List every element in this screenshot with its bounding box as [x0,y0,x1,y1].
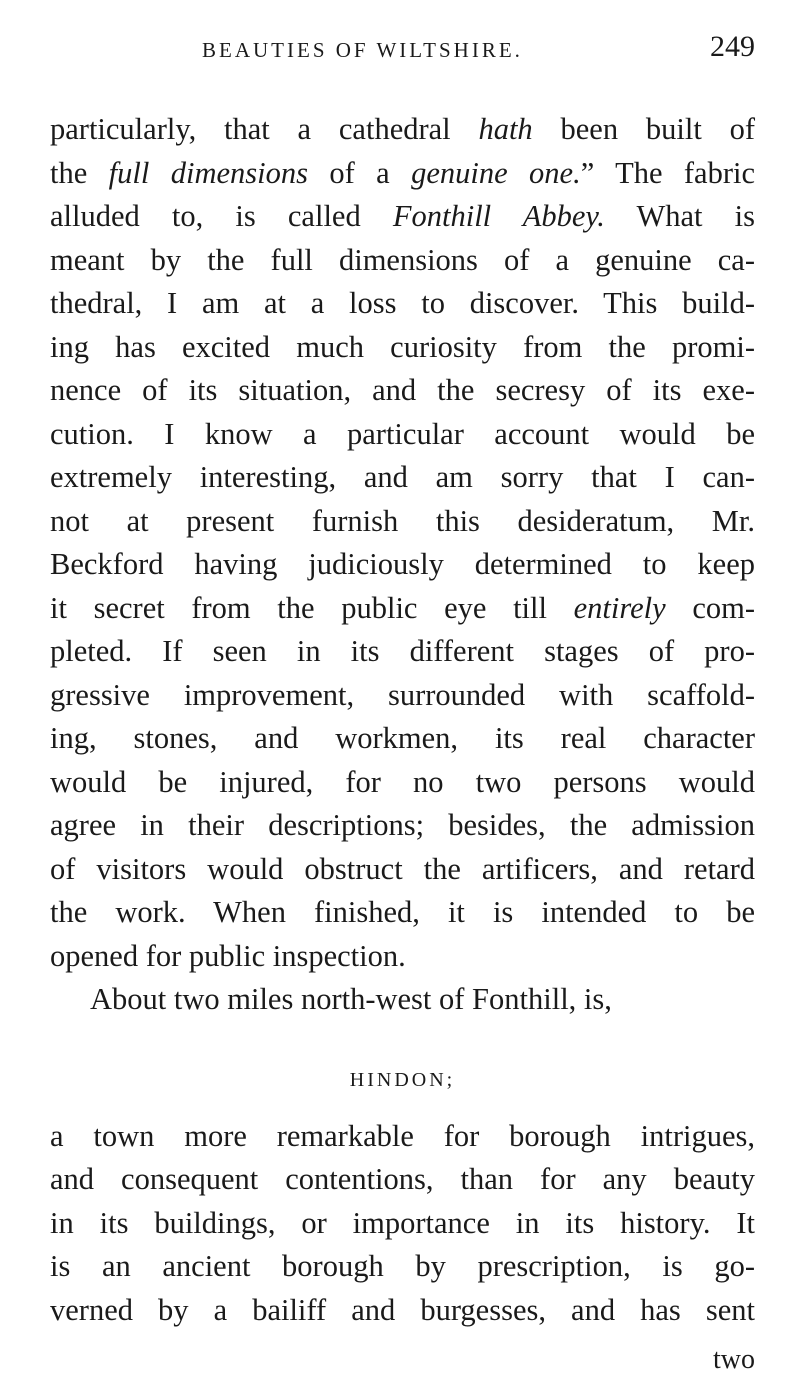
text-line [50,326,755,370]
text-run: of a [307,155,412,190]
text-run: agree in their descriptions; besides, the admission [50,808,755,842]
text-run: in its buildings, or importance in its history. It [50,1205,755,1240]
text-run: Beckford having judiciously determined to keep [50,547,755,581]
italic-text: genuine one. [411,155,581,190]
text-line [50,630,755,674]
text-run: particularly, that a cathedral [50,112,479,146]
page-header [50,28,755,68]
text-run: of visitors would obstruct the artificers, and retard [50,851,755,886]
text-line [50,804,755,848]
paragraph-fonthill-abbey [50,108,755,978]
italic-text: entirely [573,590,666,625]
text-line [50,717,755,761]
text-run: ing has excited much curiosity from the promi- [50,329,755,364]
text-run: ing, stones, and workmen, its real character [50,721,755,755]
text-line [50,1289,755,1333]
text-line [50,108,755,152]
text-line [50,195,755,239]
text-run: nence of its situation, and the secresy of its exe- [50,373,755,407]
text-line [50,456,755,500]
paragraph-about-two-miles: About two miles north-west of Fonthill, is, [90,982,612,1016]
text-line [50,935,755,979]
text-line [50,369,755,413]
text-run: meant by the full dimensions of a genuine ca- [50,242,755,277]
text-run: What is [604,199,756,233]
book-page [50,28,755,1380]
text-run: pleted. If seen in its different stages of pro- [50,634,755,668]
text-run: thedral, I am at a loss to discover. This build- [50,286,755,320]
text-run: is an ancient borough by prescription, is go- [50,1249,755,1283]
text-run: opened for public inspection. [50,938,406,973]
paragraph-hindon-description [50,1115,755,1333]
text-line [50,761,755,805]
section-heading-hindon: HINDON; [349,1068,456,1091]
text-line [50,587,755,631]
text-line [50,413,755,457]
text-run: would be injured, for no two persons would [50,764,755,799]
page-number: 249 [710,30,755,63]
text-line [50,848,755,892]
text-line [50,891,755,935]
text-line [50,152,755,196]
text-line [50,282,755,326]
text-run: not at present furnish this desideratum, Mr. [50,503,755,538]
catchword: two [713,1344,755,1375]
text-line [50,1245,755,1289]
text-line [50,674,755,718]
text-run: com- [665,590,755,625]
italic-text: full dimensions [108,155,308,190]
text-run: been built of [532,112,755,146]
text-run: gressive improvement, surrounded with scaffold- [50,677,755,712]
text-run: alluded to, is called [50,199,393,233]
text-run: the work. When finished, it is intended to be [50,895,755,929]
text-line [50,1202,755,1246]
text-run: extremely interesting, and am sorry that I can- [50,460,755,494]
text-line [50,1115,755,1159]
text-run: cution. I know a particular account would be [50,416,755,451]
text-run: verned by a bailiff and burgesses, and has sent [50,1292,755,1327]
text-run: a town more remarkable for borough intrigues, [50,1118,755,1153]
running-title: BEAUTIES OF WILTSHIRE. [202,38,523,62]
text-run: and consequent contentions, than for any beauty [50,1162,755,1196]
text-line [50,500,755,544]
text-line [50,543,755,587]
italic-text: hath [478,112,533,146]
text-line [50,1158,755,1202]
text-run: it secret from the public eye till [50,590,574,625]
text-run: ” The fabric [580,155,755,190]
text-run: the [50,155,109,190]
text-line [50,239,755,283]
italic-text: Fonthill Abbey. [392,199,605,233]
